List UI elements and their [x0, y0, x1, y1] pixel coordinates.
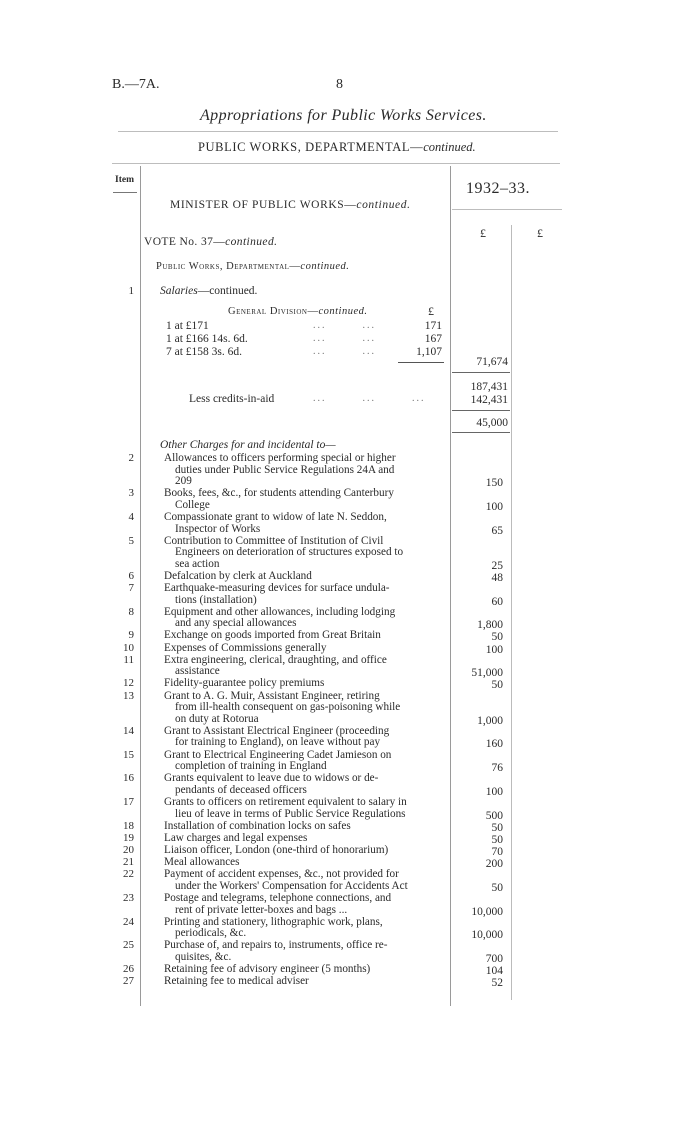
charge-amount: 500: [485, 809, 503, 822]
currency-header-left: £: [480, 226, 486, 240]
charge-description-line: Grants equivalent to leave due to widows or de-: [164, 772, 379, 785]
item-number: 17: [123, 795, 134, 808]
item-number: 26: [123, 963, 134, 976]
item-number: 9: [128, 629, 134, 642]
leader-dots: ... ...: [313, 346, 376, 357]
charge-description-line: rent of private letter-boxes and bags ...: [175, 903, 348, 916]
charge-amount: 65: [491, 524, 503, 537]
charge-description-line: Contribution to Committee of Institution of Civil: [164, 534, 384, 547]
credits-amount: 142,431: [470, 394, 508, 406]
charge-description-line: Fidelity-guarantee policy premiums: [164, 677, 325, 690]
charge-description-line: Inspector of Works: [175, 522, 261, 535]
charge-amount: 50: [491, 631, 503, 644]
item-number: 4: [128, 510, 134, 523]
subtotal-underline: [452, 372, 510, 373]
salaries-label-rest: —continued.: [197, 285, 258, 297]
minister-heading-continued: continued.: [356, 199, 411, 211]
item-number: 1: [128, 285, 134, 297]
charge-description-line: sea action: [175, 557, 220, 570]
amount-column-divider: [450, 166, 451, 1006]
subtitle-continued: continued.: [423, 140, 476, 154]
charge-description-line: Law charges and legal expenses: [164, 831, 308, 844]
charge-description-line: Payment of accident expenses, &c., not provided for: [164, 868, 399, 881]
charge-description-line: periodicals, &c.: [175, 927, 247, 940]
net-total: 45,000: [476, 417, 508, 429]
charge-amount: 50: [491, 679, 503, 692]
charge-description-line: Meal allowances: [164, 856, 240, 869]
item-number: 15: [123, 748, 134, 761]
charge-description-line: Grant to Electrical Engineering Cadet Jamieson on: [164, 748, 392, 761]
leader-dots: ... ...: [313, 333, 376, 344]
charge-description-line: pendants of deceased officers: [175, 783, 307, 796]
item-number: 10: [123, 641, 134, 654]
subtotal-rule: [398, 362, 444, 363]
charge-amount: 1,000: [477, 714, 503, 727]
charge-amount: 76: [491, 762, 503, 775]
item-number: 12: [123, 677, 134, 690]
item-number: 11: [123, 653, 134, 666]
charge-description-line: Earthquake-measuring devices for surface undula-: [164, 582, 390, 595]
minister-heading: [170, 199, 411, 211]
subtitle-main: PUBLIC WORKS, DEPARTMENTAL—: [198, 140, 424, 154]
charge-description-line: quisites, &c.: [175, 950, 232, 963]
charge-amount: 52: [491, 977, 503, 990]
charge-description-line: 209: [175, 475, 192, 488]
item-number: 7: [128, 582, 134, 595]
charge-description-line: Expenses of Commissions generally: [164, 641, 327, 654]
salaries-label-italic: Salaries: [160, 285, 198, 297]
charge-description-line: Purchase of, and repairs to, instruments, office re-: [164, 939, 388, 952]
charge-amount: 25: [491, 559, 503, 572]
charge-amount: 51,000: [471, 667, 503, 680]
charge-amount: 50: [491, 881, 503, 894]
charge-description-line: Equipment and other allowances, including lodging: [164, 605, 396, 618]
charge-description-line: Liaison officer, London (one-third of honorarium): [164, 843, 389, 856]
item-number: 21: [123, 856, 134, 869]
general-division-main: General Division—: [228, 306, 319, 317]
charge-description-line: Allowances to officers performing special or higher: [164, 452, 396, 464]
minister-heading-main: MINISTER OF PUBLIC WORKS—: [170, 199, 357, 211]
charge-description-line: from ill-health consequent on gas-poisoning while: [175, 701, 401, 714]
item-number: 25: [123, 939, 134, 952]
charge-amount: 150: [485, 477, 503, 490]
charge-amount: 50: [491, 833, 503, 846]
second-amount-divider: [511, 225, 512, 1000]
charge-amount: 200: [485, 858, 503, 871]
item-number: 16: [123, 772, 134, 785]
charge-description-line: Compassionate grant to widow of late N. Seddon,: [164, 510, 387, 523]
item-number: 18: [123, 819, 134, 832]
charge-description-line: completion of training in England: [175, 760, 327, 773]
item-number: 8: [128, 605, 134, 618]
charge-description-line: for training to England), on leave without pay: [175, 736, 381, 749]
credits-label: Less credits-in-aid: [189, 393, 275, 405]
salary-amount: 171: [424, 320, 442, 332]
charge-description-line: Engineers on deterioration of structures exposed to: [175, 546, 404, 559]
salaries-label: [160, 285, 257, 297]
year-header: 1932–33.: [466, 180, 530, 197]
credits-underline: [452, 410, 510, 411]
item-number: 6: [128, 569, 134, 582]
charge-amount: 70: [491, 845, 503, 858]
leader-dots: ... ... ...: [313, 393, 426, 404]
charge-description-line: Retaining fee to medical adviser: [164, 975, 309, 988]
salary-grade: 7 at £158 3s. 6d.: [166, 346, 243, 358]
item-number: 2: [128, 452, 134, 464]
item-number: 27: [123, 975, 134, 988]
charge-description-line: on duty at Rotorua: [175, 712, 259, 725]
item-number: 23: [123, 891, 134, 904]
division-heading-main: Public Works, Departmental—: [156, 261, 301, 272]
charge-description-line: lieu of leave in terms of Public Service Regulations: [175, 807, 406, 820]
item-column-header: Item: [115, 175, 134, 185]
charge-description-line: duties under Public Service Regulations 24A and: [175, 463, 395, 476]
charge-amount: 48: [491, 571, 503, 584]
item-number: 19: [123, 831, 134, 844]
item-column-divider: [140, 166, 141, 1006]
other-charges-heading: Other Charges for and incidental to—: [160, 439, 336, 451]
year-rule: [452, 209, 562, 210]
charge-amount: 100: [485, 785, 503, 798]
charge-description-line: Grants to officers on retirement equivalent to salary in: [164, 795, 407, 808]
vote-heading: [144, 236, 277, 248]
division-heading-continued: continued.: [300, 261, 350, 272]
inner-currency: £: [428, 304, 434, 318]
general-division-heading: [228, 306, 367, 317]
charge-description-line: College: [175, 498, 210, 511]
item-number: 13: [123, 689, 134, 702]
salary-grade: 1 at £166 14s. 6d.: [166, 333, 248, 345]
document-code: B.—7A.: [112, 77, 160, 92]
net-total-underline: [452, 432, 510, 433]
vote-heading-continued: continued.: [225, 236, 278, 248]
item-number: 22: [123, 868, 134, 881]
gross-total: 187,431: [470, 381, 508, 393]
leader-dots: ... ...: [313, 320, 376, 331]
item-header-rule: [113, 192, 137, 193]
charge-description-line: Retaining fee of advisory engineer (5 months): [164, 963, 371, 976]
charge-description-line: Printing and stationery, lithographic work, plans,: [164, 915, 383, 928]
page-number: 8: [336, 77, 343, 92]
item-number: 3: [128, 487, 134, 500]
salaries-subtotal: 71,674: [476, 356, 508, 368]
charge-amount: 100: [485, 500, 503, 513]
salary-grade: 1 at £171: [166, 320, 209, 332]
salary-amount: 167: [424, 333, 442, 345]
charge-amount: 50: [491, 821, 503, 834]
charge-amount: 104: [485, 965, 503, 978]
charge-description-line: and any special allowances: [175, 617, 297, 630]
section-subtitle: [198, 140, 476, 155]
charge-description-line: Installation of combination locks on safes: [164, 819, 351, 832]
charge-amount: 10,000: [471, 929, 503, 942]
page-title: Appropriations for Public Works Services.: [200, 107, 487, 124]
charge-description-line: Defalcation by clerk at Auckland: [164, 569, 312, 582]
charge-amount: 60: [491, 595, 503, 608]
charge-description-line: tions (installation): [175, 593, 257, 606]
charge-description-line: under the Workers' Compensation for Accidents Act: [175, 879, 408, 892]
charge-amount: 160: [485, 738, 503, 751]
charge-amount: 1,800: [477, 619, 503, 632]
charge-description-line: Postage and telegrams, telephone connections, and: [164, 891, 392, 904]
charge-description-line: Extra engineering, clerical, draughting, and office: [164, 653, 387, 666]
charge-description-line: Exchange on goods imported from Great Britain: [164, 629, 381, 642]
item-number: 5: [128, 534, 134, 547]
currency-header-right: £: [537, 226, 543, 240]
salary-amount: 1,107: [416, 346, 442, 358]
charge-description-line: assistance: [175, 665, 220, 678]
vote-heading-main: VOTE No. 37—: [144, 236, 226, 248]
charge-description-line: Books, fees, &c., for students attending Canterbury: [164, 487, 394, 500]
charge-amount: 10,000: [471, 905, 503, 918]
title-rule: [118, 131, 558, 132]
charge-description-line: Grant to Assistant Electrical Engineer (proceeding: [164, 724, 390, 737]
general-division-continued: continued.: [318, 306, 368, 317]
item-number: 14: [123, 724, 134, 737]
charge-amount: 700: [485, 952, 503, 965]
item-number: 24: [123, 915, 134, 928]
table-top-rule: [112, 163, 560, 164]
division-heading: [156, 261, 349, 272]
item-number: 20: [123, 843, 134, 856]
charge-description-line: Grant to A. G. Muir, Assistant Engineer, retiring: [164, 689, 380, 702]
charge-amount: 100: [485, 643, 503, 656]
